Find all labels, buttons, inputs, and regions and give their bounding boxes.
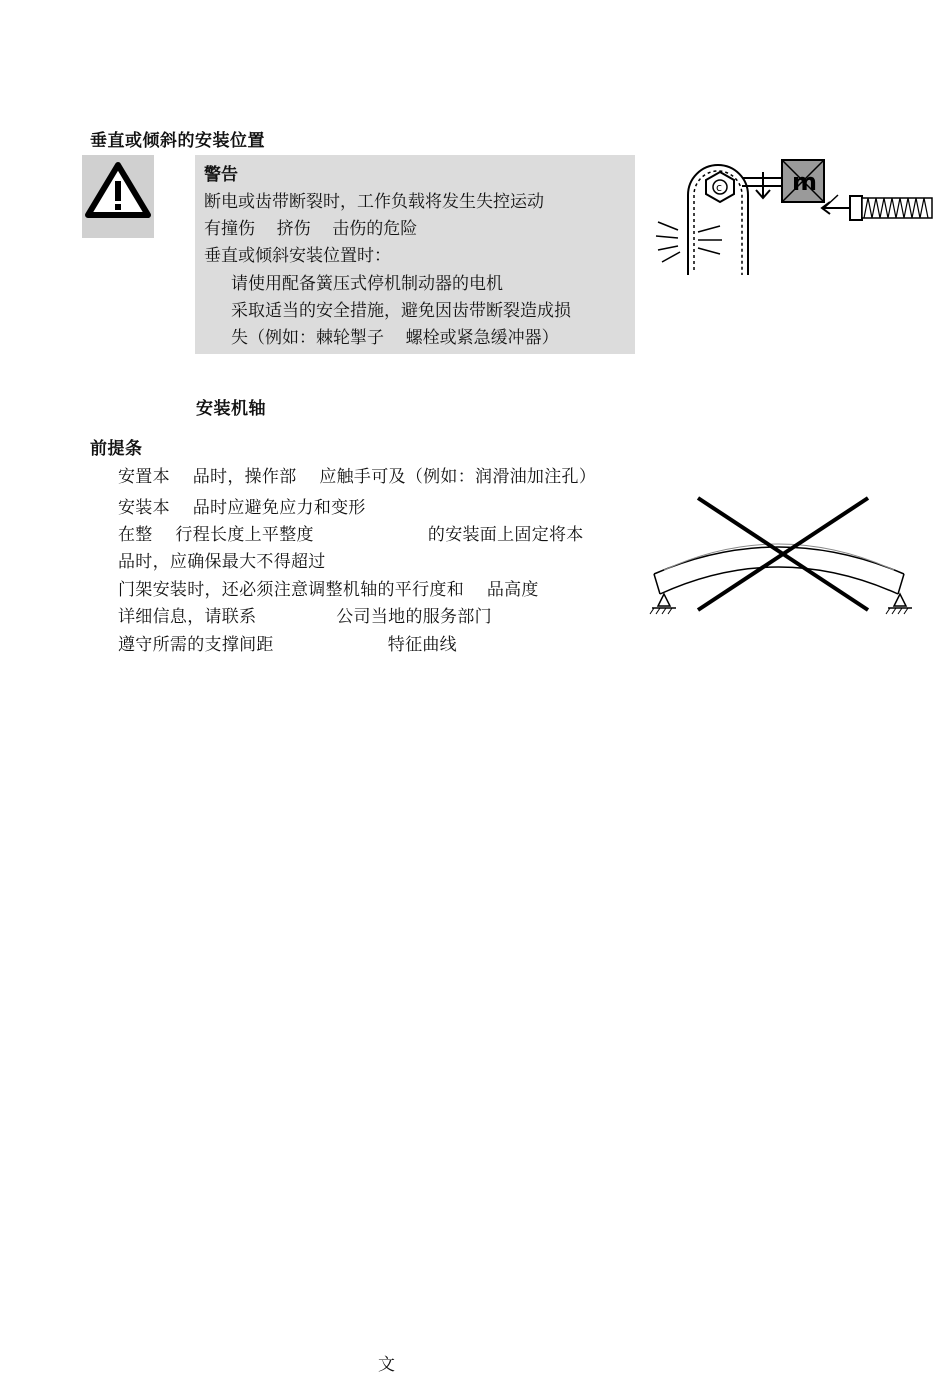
warning-indented-line: 失（例如：棘轮掣子 螺栓或紧急缓冲器） — [231, 328, 559, 348]
warning-icon-box — [82, 155, 154, 238]
prereq-title: 前提条 — [90, 439, 143, 459]
warning-line: 有撞伤 挤伤 击伤的危险 — [204, 219, 418, 239]
warning-title: 警告 — [204, 165, 238, 185]
section-title: 垂直或倾斜的安装位置 — [90, 131, 265, 151]
warning-indented-line: 请使用配备簧压式停机制动器的电机 — [231, 274, 503, 294]
prereq-line: 安置本 品时，操作部 应触手可及（例如：润滑油加注孔） — [118, 467, 597, 487]
prereq-line: 遵守所需的支撑间距 特征曲线 — [118, 635, 457, 655]
warning-line: 垂直或倾斜安装位置时： — [204, 246, 391, 266]
belt-break-diagram — [650, 150, 940, 285]
prereq-line: 安装本 品时应避免应力和变形 — [118, 498, 366, 518]
mount-title: 安装机轴 — [196, 399, 266, 419]
page-footer: 文 — [378, 1355, 395, 1375]
motor-label: m — [792, 168, 818, 196]
warning-indented-line: 采取适当的安全措施，避免因齿带断裂造成损 — [231, 301, 571, 321]
prereq-line: 在整 行程长度上平整度 的安装面上固定将本 — [118, 525, 584, 545]
prereq-line: 详细信息，请联系 公司当地的服务部门 — [118, 607, 492, 627]
svg-text:c: c — [716, 181, 723, 194]
warning-triangle-icon — [82, 155, 154, 238]
prereq-line: 品时，应确保最大不得超过 — [118, 552, 326, 572]
bent-axis-wrong-diagram — [648, 490, 918, 620]
prereq-line: 门架安装时，还必须注意调整机轴的平行度和 品高度 — [118, 580, 539, 600]
warning-line: 断电或齿带断裂时，工作负载将发生失控运动 — [204, 192, 544, 212]
